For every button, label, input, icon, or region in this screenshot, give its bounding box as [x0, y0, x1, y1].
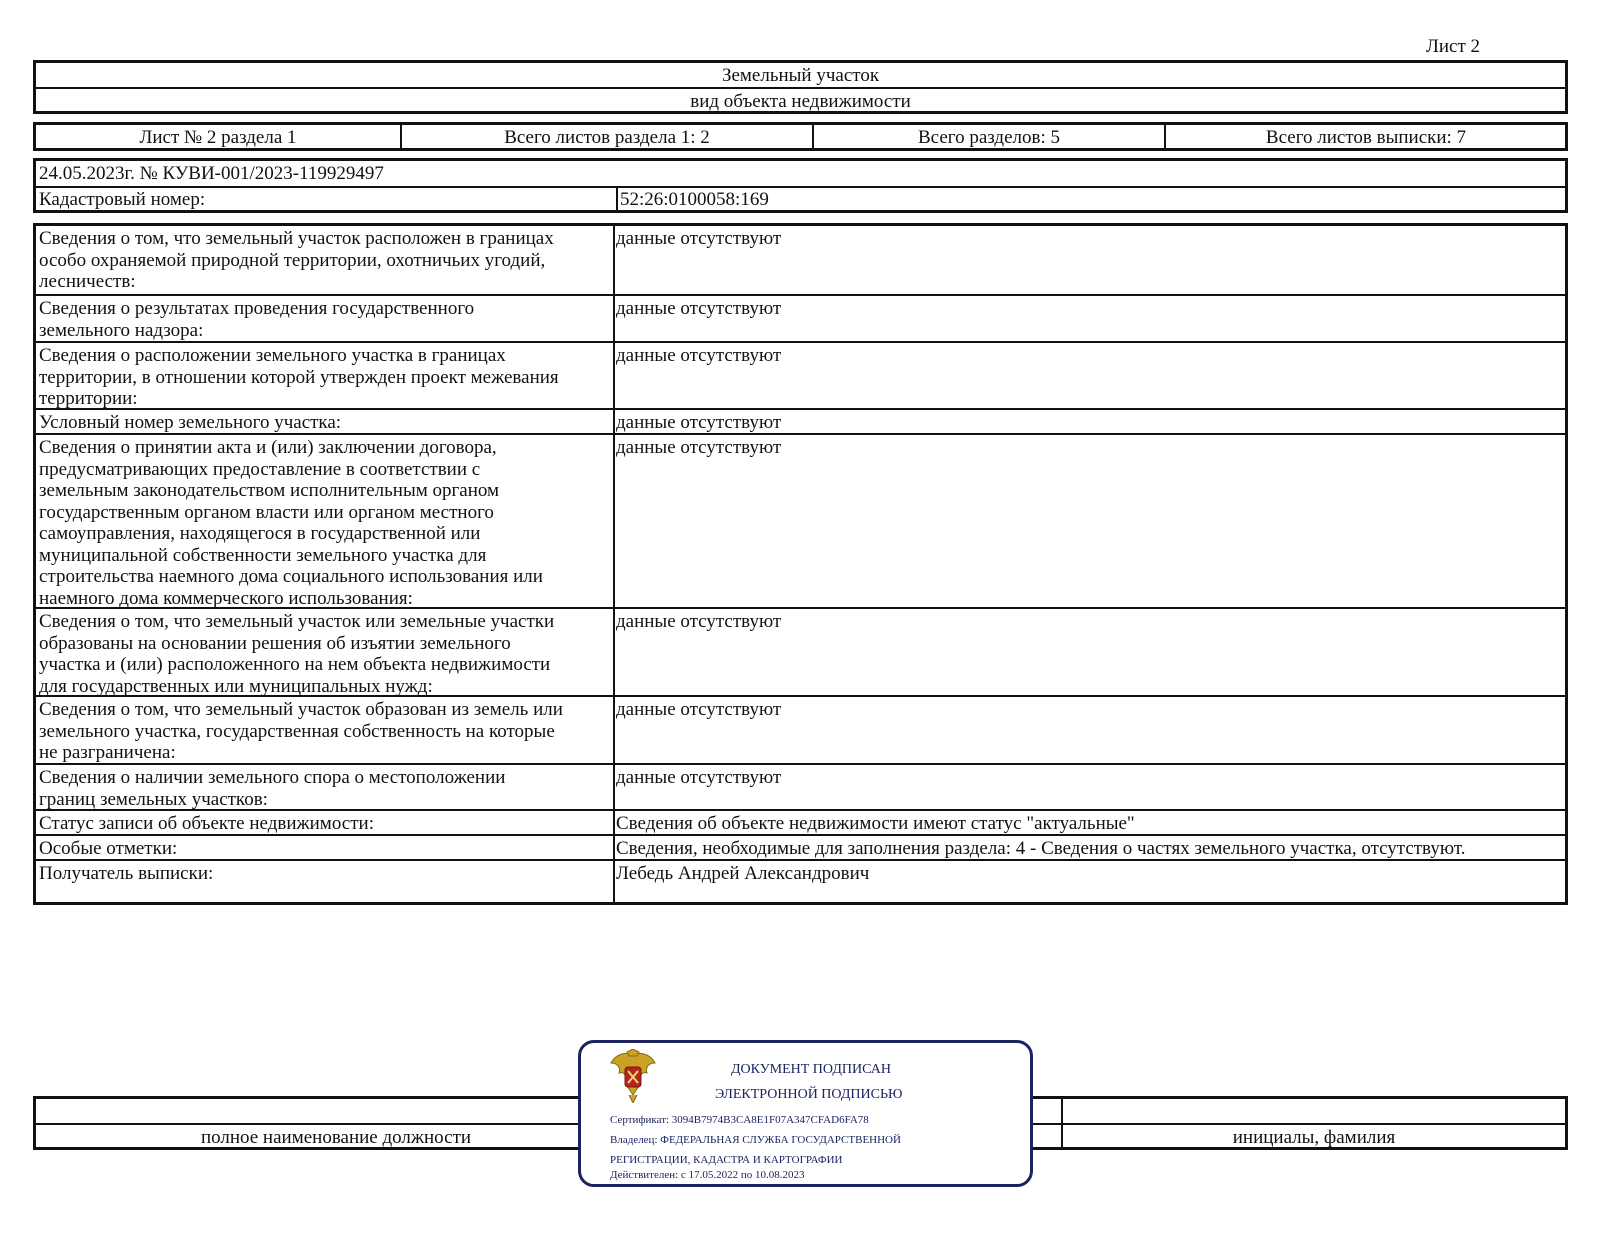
- info-row-value: данные отсутствуют: [616, 228, 782, 249]
- info-row-value: данные отсутствуют: [616, 298, 782, 319]
- stamp-owner-line1: Владелец: ФЕДЕРАЛЬНАЯ СЛУЖБА ГОСУДАРСТВЕННОЙ: [610, 1134, 901, 1146]
- info-row-value: данные отсутствуют: [616, 611, 782, 632]
- stamp-validity: Действителен: с 17.05.2022 по 10.08.2023: [610, 1169, 805, 1181]
- info-row-value: Сведения об объекте недвижимости имеют статус "актуальные": [616, 813, 1135, 834]
- info-row: [36, 607, 1565, 695]
- info-row: [36, 763, 1565, 809]
- document-block: [33, 158, 1568, 213]
- position-caption: полное наименование должности: [200, 1127, 472, 1148]
- info-row: [36, 433, 1565, 607]
- info-row-value: данные отсутствуют: [616, 345, 782, 366]
- e-signature-stamp: [578, 1040, 1033, 1187]
- info-row: [36, 408, 1565, 433]
- info-row-label: Условный номер земельного участка:: [39, 412, 342, 433]
- sheet-label: Лист 2: [1426, 36, 1481, 57]
- info-row-label: Сведения о принятии акта и (или) заключении договора, предусматривающих предоставление в соответствии с земельным законодательством исполнительным органом государственным органом власти или органом местного самоуправления, находящегося в государственной или муниципальной собственности земельного участка для строительства наемного дома социального использования или наемного дома коммерческого использования:: [39, 437, 543, 609]
- coat-of-arms-icon: [607, 1049, 659, 1103]
- info-row: [36, 226, 1565, 294]
- sheets-in-section: Всего листов раздела 1: 2: [504, 127, 710, 148]
- object-kind: вид объекта недвижимости: [690, 91, 911, 112]
- info-row-value: данные отсутствуют: [616, 412, 782, 433]
- cadastral-label: Кадастровый номер:: [39, 189, 206, 210]
- info-row: [36, 294, 1565, 341]
- info-row-value: данные отсутствуют: [616, 437, 782, 458]
- info-row-label: Сведения о наличии земельного спора о местоположении границ земельных участков:: [39, 767, 506, 810]
- stamp-certificate: Сертификат: 3094B7974B3CA8E1F07A347CFAD6FA78: [610, 1114, 869, 1126]
- info-row-value: Сведения, необходимые для заполнения раздела: 4 - Сведения о частях земельного участка, отсутствуют.: [616, 838, 1466, 859]
- info-table: [33, 223, 1568, 905]
- stamp-owner-line2: РЕГИСТРАЦИИ, КАДАСТРА И КАРТОГРАФИИ: [610, 1154, 843, 1166]
- stamp-title-line1: ДОКУМЕНТ ПОДПИСАН: [731, 1062, 891, 1077]
- info-row-label: Сведения о том, что земельный участок или земельные участки образованы на основании решения об изъятии земельного участка и (или) расположенного на нем объекта недвижимости для государственных или муниципальных нужд:: [39, 611, 555, 697]
- total-sheets: Всего листов выписки: 7: [1265, 127, 1467, 148]
- info-row-label: Особые отметки:: [39, 838, 178, 859]
- info-row-label: Статус записи об объекте недвижимости:: [39, 813, 374, 834]
- cadastral-value: 52:26:0100058:169: [620, 189, 769, 210]
- info-row: [36, 834, 1565, 859]
- stamp-title-line2: ЭЛЕКТРОННОЙ ПОДПИСЬЮ: [715, 1087, 903, 1102]
- info-row-label: Сведения о расположении земельного участка в границах территории, в отношении которой утвержден проект межевания территории:: [39, 345, 559, 409]
- total-sections: Всего разделов: 5: [917, 127, 1061, 148]
- info-row-label: Сведения о том, что земельный участок образован из земель или земельного участка, государственная собственность на которые не разграничена:: [39, 699, 563, 763]
- info-row-label: Получатель выписки:: [39, 863, 214, 884]
- info-row: [36, 695, 1565, 763]
- info-row-label: Сведения о том, что земельный участок расположен в границах особо охраняемой природной территории, охотничьих угодий, лесничеств:: [39, 228, 554, 292]
- info-row-value: данные отсутствуют: [616, 767, 782, 788]
- object-name: Земельный участок: [721, 65, 880, 86]
- info-row-value: Лебедь Андрей Александрович: [616, 863, 870, 884]
- sheet-of-section: Лист № 2 раздела 1: [139, 127, 297, 148]
- info-row: [36, 341, 1565, 408]
- object-header: [33, 60, 1568, 114]
- info-row-value: данные отсутствуют: [616, 699, 782, 720]
- info-row-label: Сведения о результатах проведения государственного земельного надзора:: [39, 298, 475, 341]
- info-row: [36, 809, 1565, 834]
- counters-row: [33, 122, 1568, 151]
- document-date-number: 24.05.2023г. № КУВИ-001/2023-119929497: [39, 163, 384, 184]
- info-row: [36, 859, 1565, 884]
- name-caption: инициалы, фамилия: [1232, 1127, 1396, 1148]
